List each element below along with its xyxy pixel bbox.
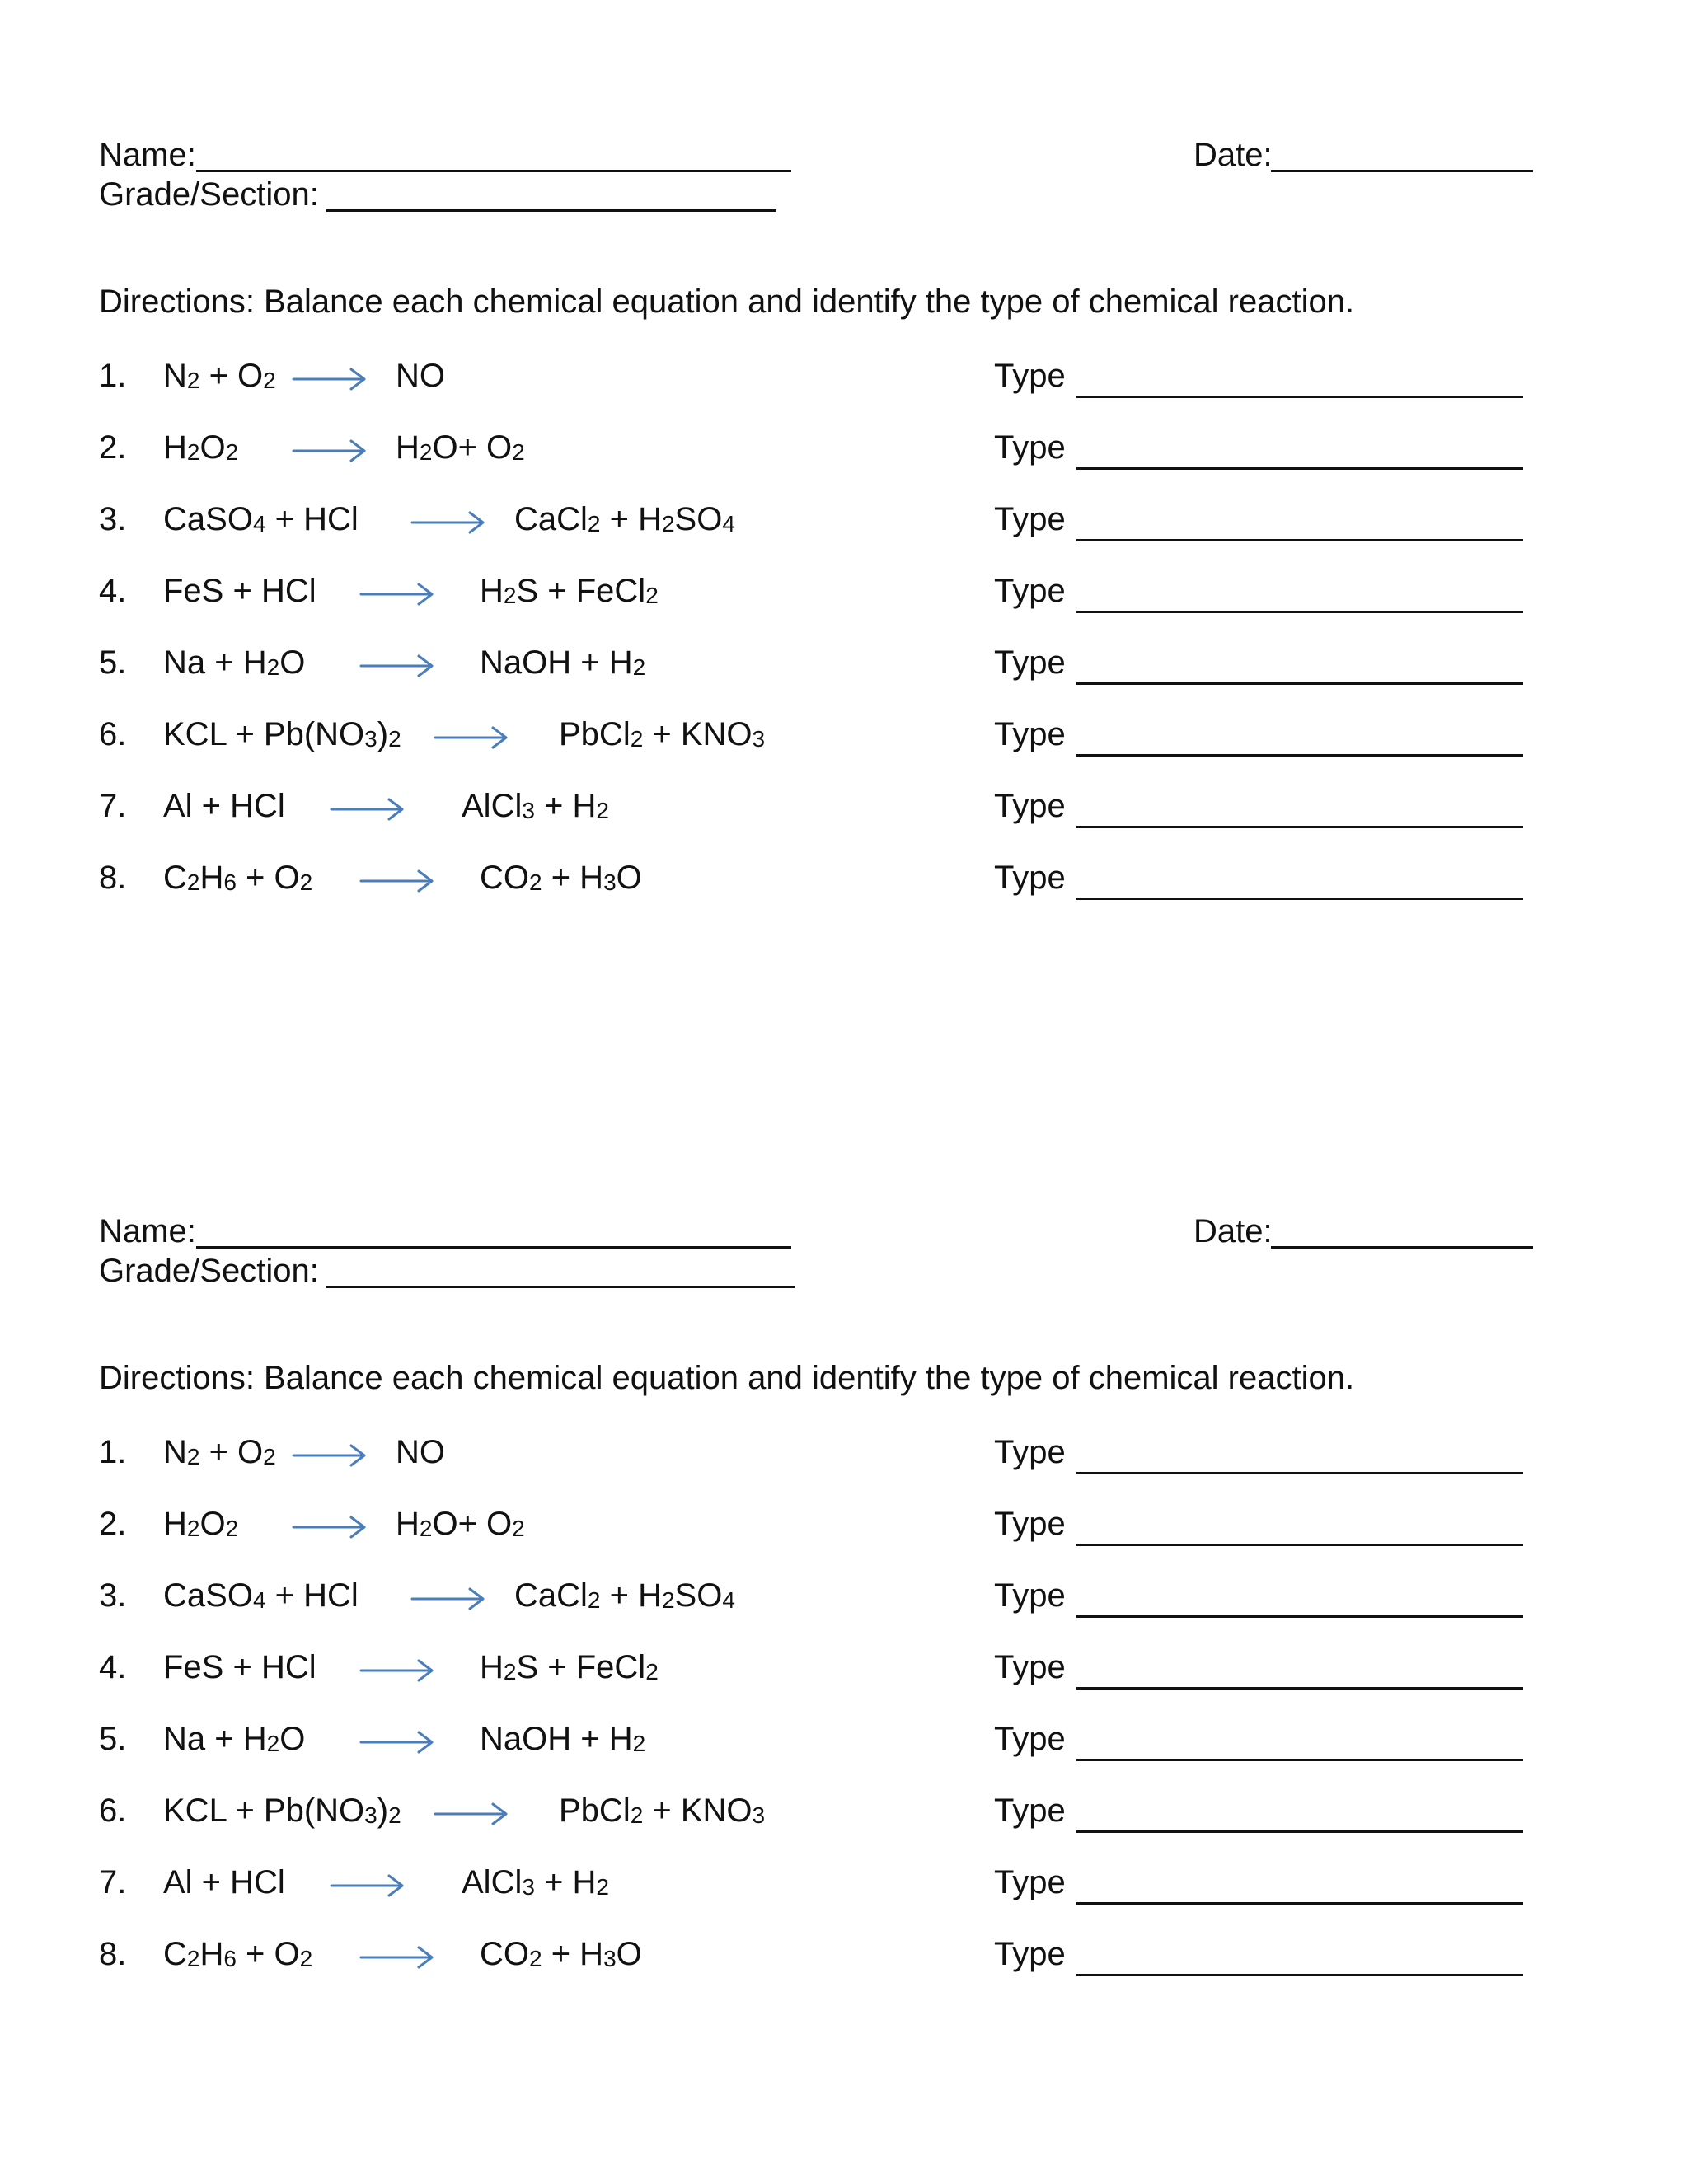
equation-number: 8.: [99, 860, 127, 896]
worksheet-2: [0, 1076, 1688, 2164]
grade-section-field-line[interactable]: [326, 1286, 795, 1288]
reactants: Al + HCl: [163, 1864, 285, 1900]
products: AlCl$_3$ + $H_2$: [462, 1864, 609, 1900]
reactants: $Na + H_2O$: [163, 1721, 306, 1757]
reaction-arrow-icon: [410, 506, 486, 534]
reactants: $H_2O_2$: [163, 1506, 239, 1542]
products: PbCl$_2$ + $KNO_3$: [559, 716, 766, 752]
reactants: $N_2 + O_2$: [163, 1434, 276, 1470]
equation-row: [0, 1858, 1688, 1915]
equation-number: 6.: [99, 716, 127, 752]
products: CaCl$_2$ + $H_2SO_4$: [514, 1577, 735, 1614]
equation-number: 2.: [99, 1506, 127, 1542]
directions-text: Directions: Balance each chemical equation and identify the type of chemical reaction.: [99, 284, 1355, 320]
type-label: Type: [994, 716, 1066, 752]
reaction-arrow-icon: [359, 1941, 435, 1969]
reactants: $Na + H_2O$: [163, 644, 306, 681]
equation-row: [0, 351, 1688, 409]
products: AlCl$_3$ + $H_2$: [462, 788, 609, 824]
type-answer-line[interactable]: [1076, 396, 1523, 398]
type-label: Type: [994, 358, 1066, 394]
type-label: Type: [994, 644, 1066, 681]
equation-row: [0, 853, 1688, 911]
equation-row: [0, 1499, 1688, 1557]
type-answer-line[interactable]: [1076, 1687, 1523, 1690]
type-answer-line[interactable]: [1076, 1615, 1523, 1618]
equation-row: [0, 423, 1688, 480]
equation-number: 6.: [99, 1793, 127, 1829]
reaction-arrow-icon: [434, 1797, 509, 1825]
date-field-line[interactable]: [1271, 170, 1533, 172]
date-label: Date:: [1193, 1213, 1273, 1249]
type-label: Type: [994, 1434, 1066, 1470]
equation-row: [0, 781, 1688, 839]
reaction-arrow-icon: [410, 1582, 486, 1610]
reaction-arrow-icon: [292, 1511, 368, 1539]
type-label: Type: [994, 1936, 1066, 1972]
reactants: CaSO$_4$ + HCl: [163, 501, 359, 537]
name-label: Name:: [99, 1213, 196, 1249]
equation-number: 3.: [99, 501, 127, 537]
equation-number: 1.: [99, 358, 127, 394]
equation-number: 7.: [99, 1864, 127, 1900]
type-answer-line[interactable]: [1076, 1472, 1523, 1474]
name-field-line[interactable]: [196, 1246, 791, 1249]
type-answer-line[interactable]: [1076, 1544, 1523, 1546]
products: $H_2O+ O_2$: [396, 1506, 525, 1542]
reactants: FeS + HCl: [163, 573, 316, 609]
equation-row: [0, 1427, 1688, 1485]
grade-section-label: Grade/Section:: [99, 1253, 319, 1289]
type-label: Type: [994, 429, 1066, 466]
reaction-arrow-icon: [330, 793, 406, 821]
reactants: $H_2O_2$: [163, 429, 239, 466]
type-label: Type: [994, 501, 1066, 537]
equation-number: 5.: [99, 644, 127, 681]
equation-row: [0, 1714, 1688, 1772]
type-answer-line[interactable]: [1076, 1902, 1523, 1905]
equation-row: [0, 1571, 1688, 1629]
equation-row: [0, 1929, 1688, 1987]
reaction-arrow-icon: [434, 721, 509, 749]
type-label: Type: [994, 1506, 1066, 1542]
reactants: $N_2 + O_2$: [163, 358, 276, 394]
equation-row: [0, 1643, 1688, 1700]
reaction-arrow-icon: [359, 578, 435, 606]
reaction-arrow-icon: [292, 363, 368, 391]
equation-number: 5.: [99, 1721, 127, 1757]
worksheet-1: [0, 0, 1688, 1088]
reaction-arrow-icon: [359, 865, 435, 893]
equation-number: 7.: [99, 788, 127, 824]
reaction-arrow-icon: [359, 1654, 435, 1682]
type-answer-line[interactable]: [1076, 1974, 1523, 1976]
type-answer-line[interactable]: [1076, 539, 1523, 541]
type-answer-line[interactable]: [1076, 754, 1523, 757]
equation-number: 4.: [99, 573, 127, 609]
type-answer-line[interactable]: [1076, 1830, 1523, 1833]
type-label: Type: [994, 788, 1066, 824]
date-label: Date:: [1193, 137, 1273, 173]
reaction-arrow-icon: [330, 1869, 406, 1897]
date-field-line[interactable]: [1271, 1246, 1533, 1249]
reaction-arrow-icon: [292, 1439, 368, 1467]
products: $CO_2 + H_3O$: [480, 1936, 642, 1972]
reactants: FeS + HCl: [163, 1649, 316, 1685]
equation-number: 4.: [99, 1649, 127, 1685]
type-answer-line[interactable]: [1076, 682, 1523, 685]
reactants: KCL + $Pb(NO_3)_2$: [163, 1793, 401, 1829]
reactants: KCL + $Pb(NO_3)_2$: [163, 716, 401, 752]
equation-row: [0, 1786, 1688, 1844]
type-label: Type: [994, 1721, 1066, 1757]
products: CaCl$_2$ + $H_2SO_4$: [514, 501, 735, 537]
reactants: Al + HCl: [163, 788, 285, 824]
type-answer-line[interactable]: [1076, 826, 1523, 828]
products: NO: [396, 1434, 445, 1470]
directions-text: Directions: Balance each chemical equation and identify the type of chemical reaction.: [99, 1360, 1355, 1396]
reaction-arrow-icon: [359, 1726, 435, 1754]
type-answer-line[interactable]: [1076, 1759, 1523, 1761]
equation-row: [0, 710, 1688, 767]
type-answer-line[interactable]: [1076, 467, 1523, 470]
equation-row: [0, 566, 1688, 624]
equation-number: 3.: [99, 1577, 127, 1614]
type-answer-line[interactable]: [1076, 611, 1523, 613]
grade-section-field-line[interactable]: [326, 209, 776, 212]
products: $H_2O+ O_2$: [396, 429, 525, 466]
products: PbCl$_2$ + $KNO_3$: [559, 1793, 766, 1829]
name-label: Name:: [99, 137, 196, 173]
reaction-arrow-icon: [292, 434, 368, 462]
type-label: Type: [994, 860, 1066, 896]
equation-number: 8.: [99, 1936, 127, 1972]
grade-section-label: Grade/Section:: [99, 176, 319, 213]
products: NO: [396, 358, 445, 394]
products: NaOH + $H_2$: [480, 1721, 646, 1757]
type-label: Type: [994, 1793, 1066, 1829]
equation-row: [0, 638, 1688, 696]
products: $CO_2 + H_3O$: [480, 860, 642, 896]
equation-row: [0, 494, 1688, 552]
type-answer-line[interactable]: [1076, 898, 1523, 900]
products: $H_2S$ + FeCl$_2$: [480, 1649, 659, 1685]
name-field-line[interactable]: [196, 170, 791, 172]
reaction-arrow-icon: [359, 649, 435, 677]
reactants: CaSO$_4$ + HCl: [163, 1577, 359, 1614]
type-label: Type: [994, 1649, 1066, 1685]
type-label: Type: [994, 1577, 1066, 1614]
type-label: Type: [994, 573, 1066, 609]
reactants: $C_2H_6 + O_2$: [163, 860, 313, 896]
reactants: $C_2H_6 + O_2$: [163, 1936, 313, 1972]
products: $H_2S$ + FeCl$_2$: [480, 573, 659, 609]
equation-number: 1.: [99, 1434, 127, 1470]
equation-number: 2.: [99, 429, 127, 466]
type-label: Type: [994, 1864, 1066, 1900]
products: NaOH + $H_2$: [480, 644, 646, 681]
